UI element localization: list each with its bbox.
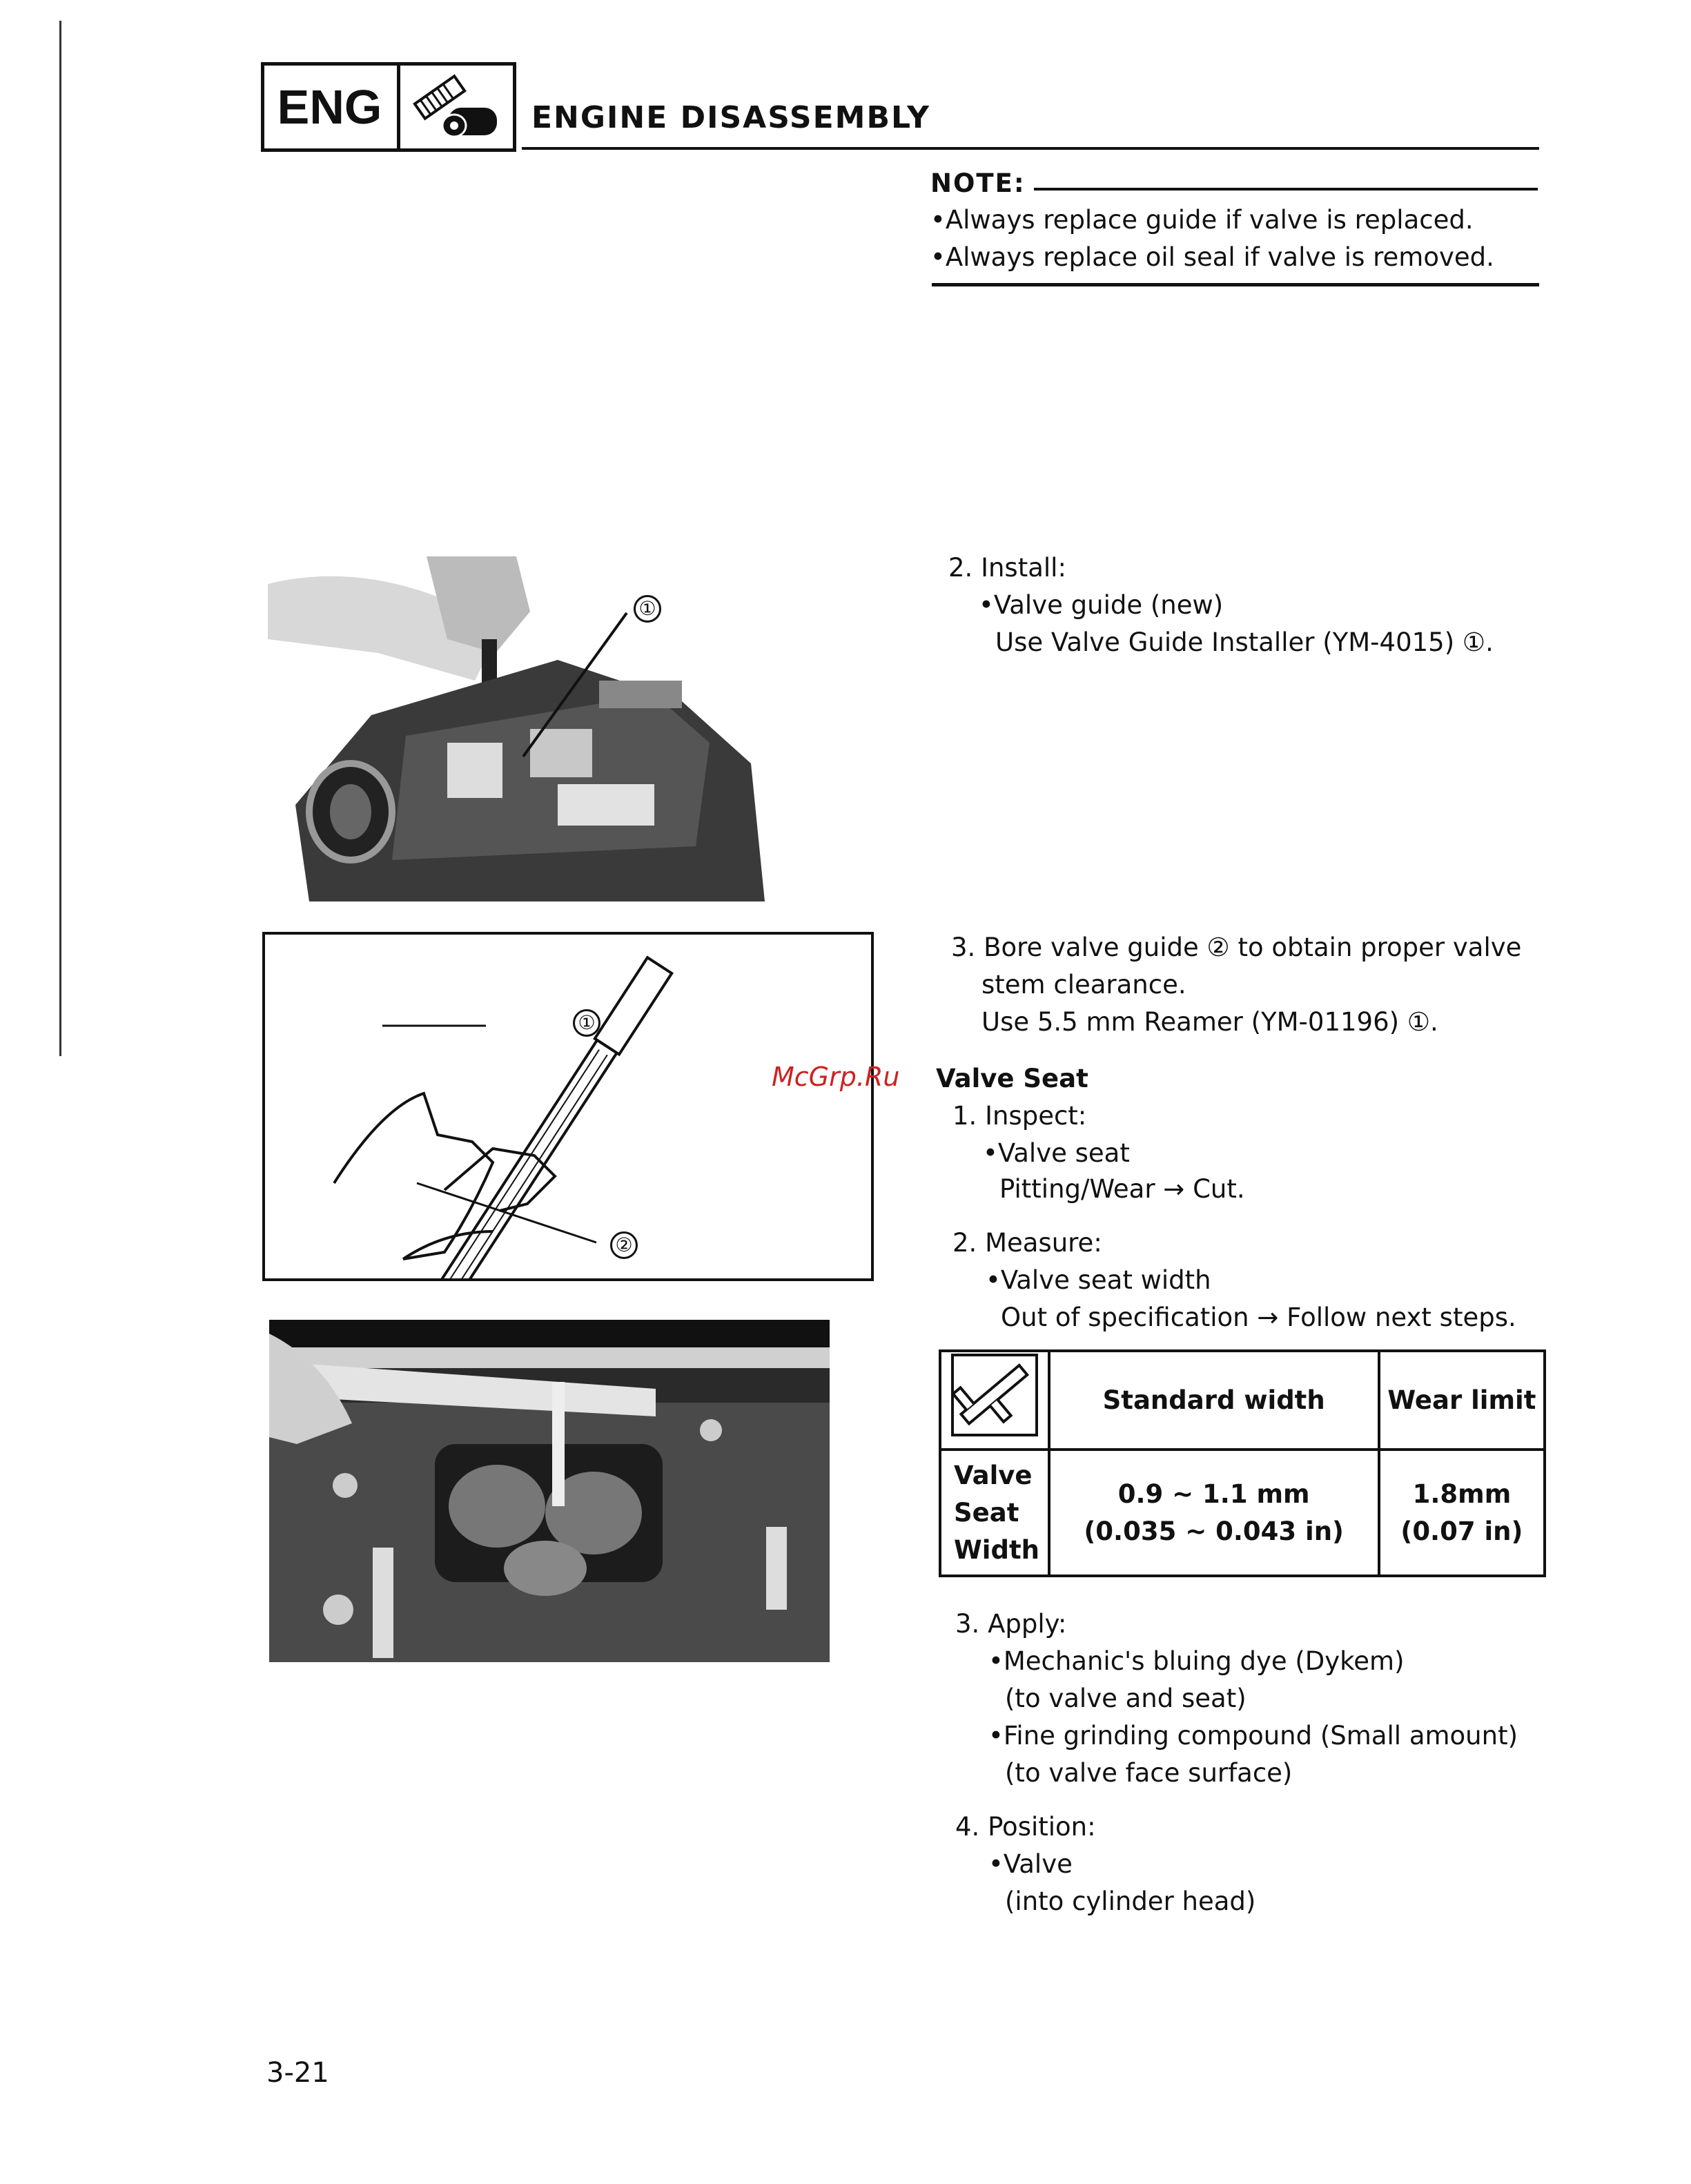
step-bore-text-a: 3. Bore valve guide [951, 933, 1199, 962]
callout-reference: ② [1206, 933, 1230, 962]
step-inspect-item: •Valve seat [983, 1138, 1130, 1168]
valve-seat-title: Valve Seat [936, 1064, 1088, 1093]
step-install-tool-text: Use Valve Guide Installer (YM-4015) [995, 627, 1455, 657]
spec-icon-cell [940, 1351, 1049, 1450]
step-apply-heading: 3. Apply: [955, 1609, 1067, 1639]
note-item: •Always replace oil seal if valve is removed. [930, 242, 1494, 272]
step-bore-tool: Use 5.5 mm Reamer (YM-01196) [981, 1007, 1400, 1037]
step-measure-item: •Valve seat width [986, 1265, 1211, 1295]
step-bore-line3 [981, 1004, 1438, 1041]
row-header-line: Valve [954, 1460, 1033, 1490]
section-code: ENG [262, 64, 400, 150]
step-bore-line2: stem clearance. [981, 970, 1186, 1000]
caliper-icon [950, 1414, 1039, 1444]
page-title: ENGINE DISASSEMBLY [531, 100, 931, 135]
step-install-item: •Valve guide (new) [979, 590, 1224, 620]
watermark-text: McGrp.Ru [772, 1062, 900, 1092]
callout-reference: ①. [1462, 627, 1494, 657]
wear-limit-value [1379, 1450, 1545, 1576]
step-install-heading: 2. Install: [948, 553, 1066, 583]
wear-limit-metric: 1.8mm [1412, 1479, 1512, 1509]
note-rule-top [1034, 188, 1538, 191]
step-bore-line1 [951, 929, 1521, 966]
callout-marker: ② [610, 1231, 638, 1259]
step-measure-action: Out of specification → Follow next steps. [1001, 1303, 1516, 1332]
step-inspect-heading: 1. Inspect: [952, 1101, 1087, 1131]
callout-marker: ① [573, 1009, 600, 1037]
reamer-diagram [262, 932, 874, 1281]
header-rule [522, 147, 1539, 150]
row-header-line: Width [954, 1534, 1040, 1565]
engine-parts-icon [406, 68, 509, 148]
standard-width-value [1049, 1450, 1379, 1576]
page-number: 3-21 [266, 2057, 329, 2089]
step-apply-item: •Fine grinding compound (Small amount) [988, 1721, 1518, 1751]
step-position-item: •Valve [988, 1849, 1073, 1879]
step-apply-note: (to valve and seat) [1005, 1684, 1247, 1713]
note-rule-bottom [932, 283, 1539, 286]
col-header-limit: Wear limit [1379, 1351, 1545, 1450]
wear-limit-imperial: (0.07 in) [1400, 1516, 1523, 1546]
row-header-line: Seat [954, 1497, 1019, 1528]
step-position-note: (into cylinder head) [1005, 1886, 1256, 1916]
step-apply-note: (to valve face surface) [1005, 1758, 1293, 1788]
page-margin-line [59, 21, 61, 1056]
valve-seat-spec-table [939, 1349, 1546, 1577]
row-header-valve-seat-width [940, 1450, 1049, 1576]
col-header-standard: Standard width [1049, 1351, 1379, 1450]
step-bore-text-b: to obtain proper valve [1238, 933, 1522, 962]
step-apply-item: •Mechanic's bluing dye (Dykem) [988, 1646, 1405, 1676]
standard-width-metric: 0.9 ~ 1.1 mm [1117, 1479, 1310, 1509]
callout-marker: ① [634, 595, 661, 623]
valve-guide-install-photo [268, 556, 792, 901]
step-measure-heading: 2. Measure: [952, 1228, 1102, 1258]
step-inspect-action: Pitting/Wear → Cut. [999, 1174, 1245, 1204]
standard-width-imperial: (0.035 ~ 0.043 in) [1084, 1516, 1344, 1546]
step-install-tool [995, 624, 1494, 661]
note-item: •Always replace guide if valve is replaced. [930, 205, 1474, 235]
valve-seat-measure-photo [269, 1320, 830, 1662]
callout-reference: ①. [1407, 1007, 1438, 1037]
note-label: NOTE: [930, 168, 1026, 198]
step-position-heading: 4. Position: [955, 1812, 1096, 1842]
